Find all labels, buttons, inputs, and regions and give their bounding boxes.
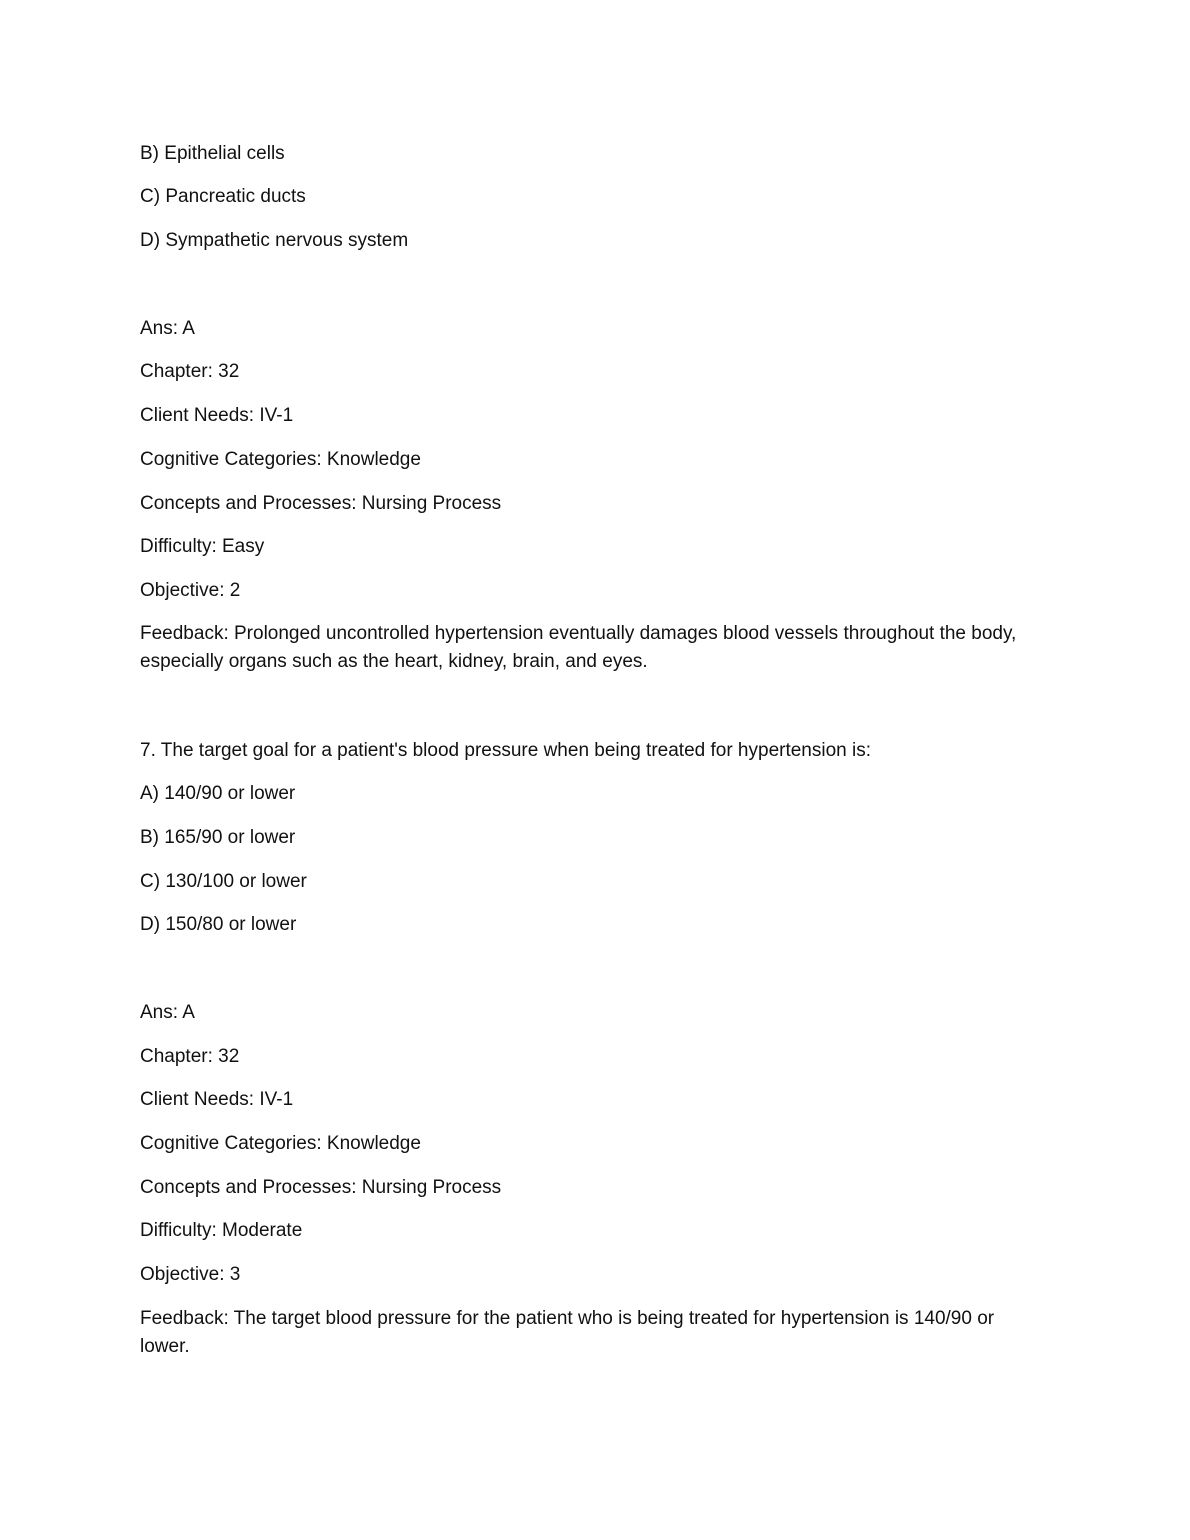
q7-option-a: A) 140/90 or lower [140,783,296,804]
q6-cognitive-categories: Cognitive Categories: Knowledge [140,449,421,470]
q6-feedback: Feedback: Prolonged uncontrolled hypertension eventually damages blood vessels throughout the body, especially organs such as the heart, kidney, brain, and eyes. [140,623,1017,672]
q6-concepts-processes: Concepts and Processes: Nursing Process [140,493,502,514]
q6-option-c: C) Pancreatic ducts [140,186,306,207]
q7-difficulty: Difficulty: Moderate [140,1220,303,1241]
q7-objective: Objective: 3 [140,1264,241,1285]
q7-feedback: Feedback: The target blood pressure for the patient who is being treated for hypertension is 140/90 or lower. [140,1308,995,1357]
q7-stem: 7. The target goal for a patient's blood pressure when being treated for hypertension is: [140,740,872,761]
document-page [140,0,1050,1540]
q6-objective: Objective: 2 [140,580,241,601]
q7-chapter: Chapter: 32 [140,1046,240,1067]
q7-cognitive-categories: Cognitive Categories: Knowledge [140,1133,421,1154]
q6-option-b: B) Epithelial cells [140,143,285,164]
q7-option-c: C) 130/100 or lower [140,871,307,892]
q6-client-needs: Client Needs: IV-1 [140,405,294,426]
q6-chapter: Chapter: 32 [140,361,240,382]
q6-answer: Ans: A [140,318,195,339]
q6-option-d: D) Sympathetic nervous system [140,230,409,251]
q7-client-needs: Client Needs: IV-1 [140,1089,294,1110]
q7-answer: Ans: A [140,1002,195,1023]
q7-concepts-processes: Concepts and Processes: Nursing Process [140,1177,502,1198]
q7-option-b: B) 165/90 or lower [140,827,296,848]
q6-difficulty: Difficulty: Easy [140,536,265,557]
q7-option-d: D) 150/80 or lower [140,914,297,935]
